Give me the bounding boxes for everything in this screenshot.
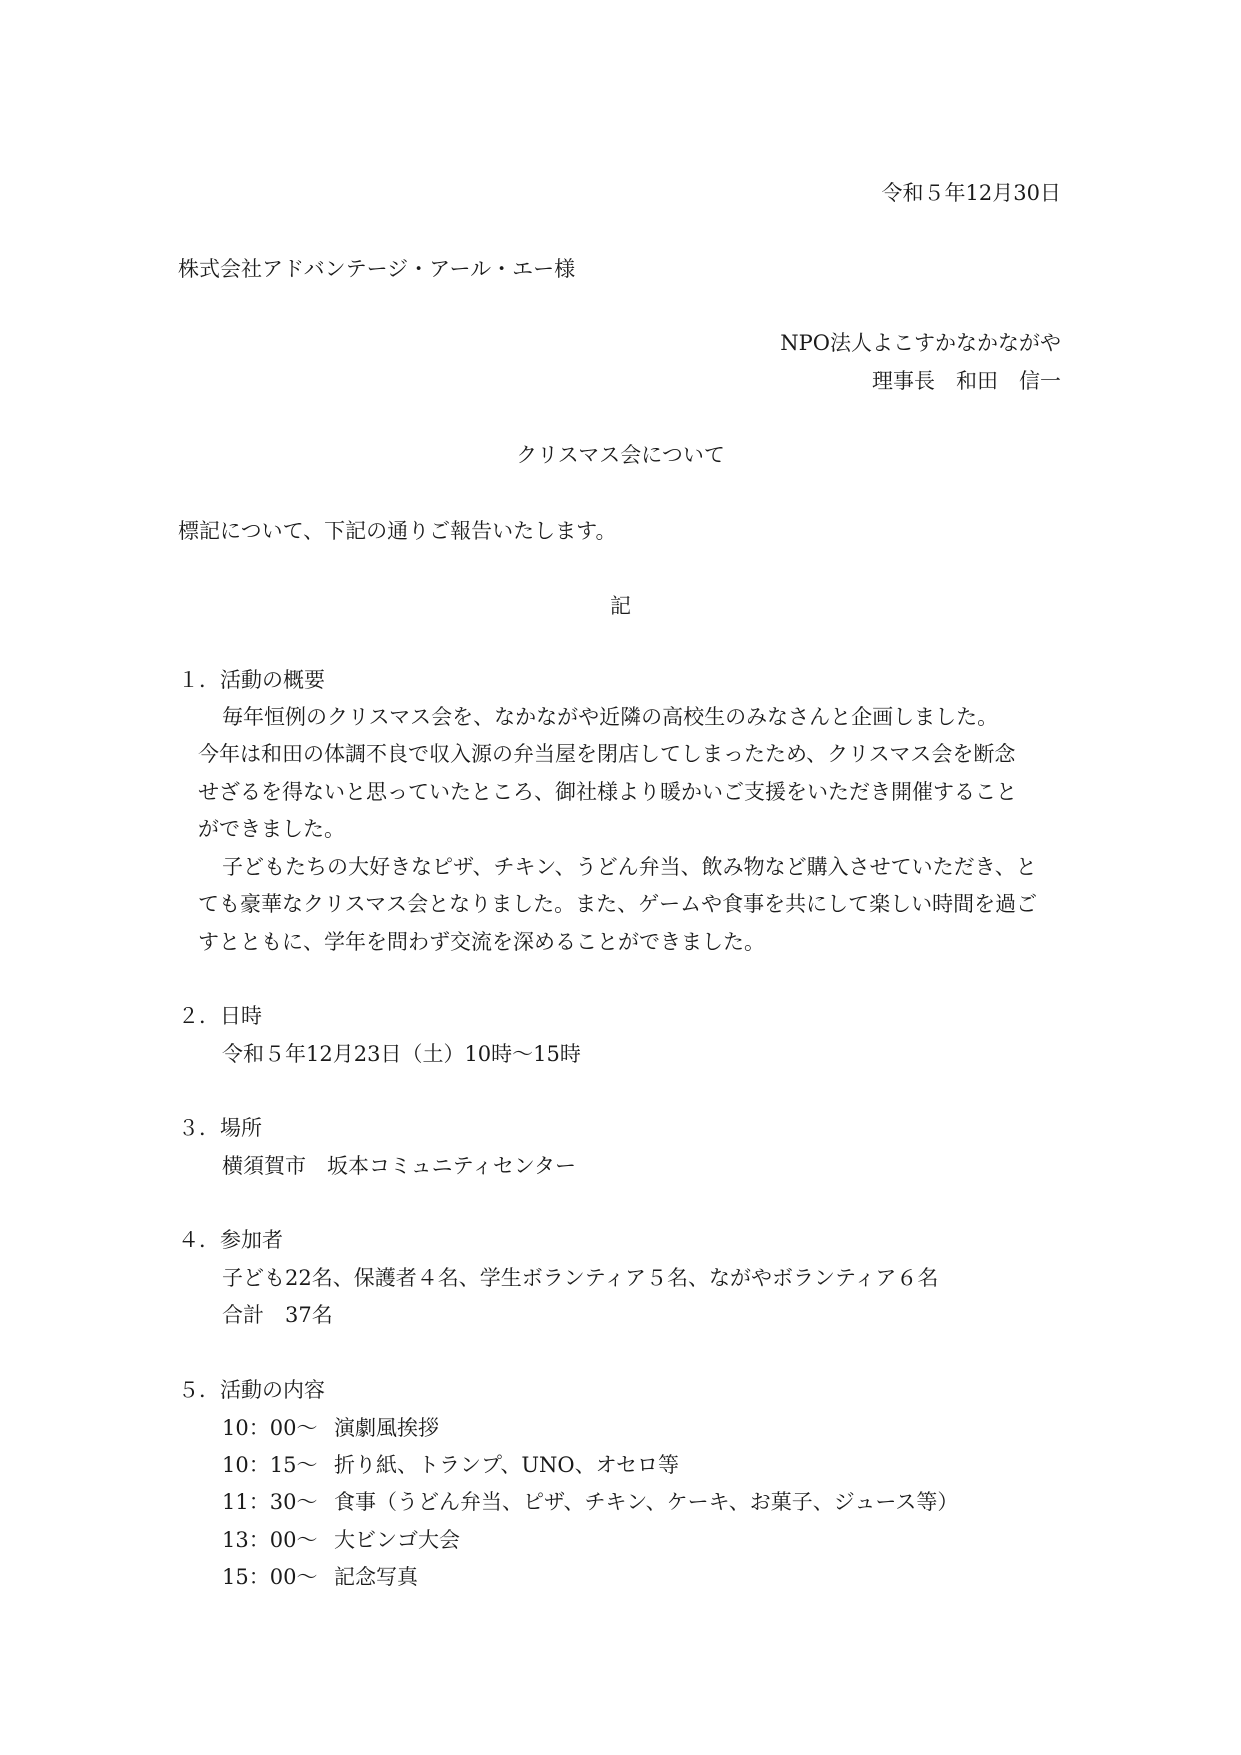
section-4-line-2: 合計 37名: [222, 1303, 333, 1327]
sender-name: 理事長 和田 信一: [872, 369, 1061, 393]
recipient: 株式会社アドバンテージ・アール・エー様: [178, 257, 576, 281]
section-1-line-1: 毎年恒例のクリスマス会を、なかながや近隣の高校生のみなさんと企画しました。: [222, 705, 999, 729]
section-3-number: ３．: [178, 1116, 220, 1140]
schedule-item: 食事（うどん弁当、ピザ、チキン、ケーキ、お菓子、ジュース等）: [334, 1490, 959, 1514]
section-1-line-3: せざるを得ないと思っていたところ、御社様より暖かいご支援をいただき開催すること: [198, 780, 1017, 804]
section-2-title: 日時: [220, 1004, 262, 1028]
section-3-heading: [178, 1118, 262, 1139]
section-4-heading: [178, 1230, 283, 1251]
schedule-time: 10：15～: [222, 1453, 318, 1477]
schedule-time: 10：00～: [222, 1416, 318, 1440]
schedule-time: 13：00～: [222, 1528, 318, 1552]
section-1-line-5: 子どもたちの大好きなピザ、チキン、うどん弁当、飲み物など購入させていただき、と: [222, 855, 1037, 879]
schedule-item: 折り紙、トランプ、UNO、オセロ等: [334, 1453, 679, 1477]
document-title: クリスマス会について: [516, 443, 725, 467]
section-1-heading: [178, 670, 325, 691]
section-4-number: ４．: [178, 1228, 220, 1252]
section-2-heading: [178, 1006, 262, 1027]
section-1-line-6: ても豪華なクリスマス会となりました。また、ゲームや食事を共にして楽しい時間を過ご: [198, 892, 1038, 916]
schedule-row: [222, 1492, 958, 1513]
section-2-number: ２．: [178, 1004, 220, 1028]
section-5-title: 活動の内容: [220, 1378, 325, 1402]
schedule-row: [222, 1530, 460, 1551]
section-2-line-1: 令和５年12月23日（土）10時～15時: [222, 1042, 581, 1066]
document-date: 令和５年12月30日: [881, 181, 1061, 205]
schedule-item: 演劇風挨拶: [334, 1416, 439, 1440]
schedule-time: 15：00～: [222, 1565, 318, 1589]
schedule-row: [222, 1418, 439, 1439]
section-1-line-4: ができました。: [198, 817, 345, 841]
section-4-line-1: 子ども22名、保護者４名、学生ボランティア５名、ながやボランティア６名: [222, 1266, 939, 1290]
schedule-row: [222, 1455, 679, 1476]
section-4-title: 参加者: [220, 1228, 283, 1252]
intro-text: 標記について、下記の通りご報告いたします。: [178, 519, 617, 543]
sender-organization: NPO法人よこすかなかながや: [780, 331, 1061, 355]
section-1-number: １．: [178, 668, 220, 692]
section-1-title: 活動の概要: [220, 668, 325, 692]
ki-mark: 記: [610, 594, 631, 618]
section-1-line-2: 今年は和田の体調不良で収入源の弁当屋を閉店してしまったため、クリスマス会を断念: [198, 742, 1016, 766]
schedule-row: [222, 1567, 418, 1588]
section-5-number: ５．: [178, 1378, 220, 1402]
section-3-title: 場所: [220, 1116, 262, 1140]
section-5-heading: [178, 1380, 325, 1401]
schedule-item: 記念写真: [334, 1565, 418, 1589]
section-1-line-7: すとともに、学年を問わず交流を深めることができました。: [198, 930, 765, 954]
schedule-time: 11：30～: [222, 1490, 318, 1514]
section-3-line-1: 横須賀市 坂本コミュニティセンター: [222, 1154, 577, 1178]
schedule-item: 大ビンゴ大会: [334, 1528, 460, 1552]
